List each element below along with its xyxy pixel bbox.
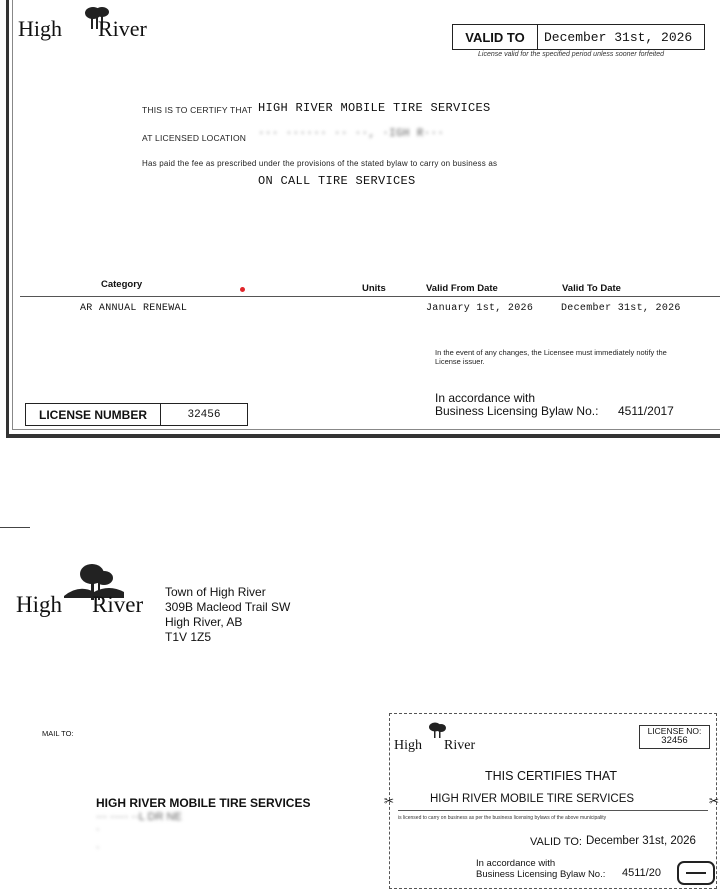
accordance-line-2: Business Licensing Bylaw No.:	[435, 404, 599, 418]
logo-word-river: River	[444, 738, 476, 753]
license-number-box	[25, 403, 248, 426]
card-license-label: LICENSE NO:	[647, 726, 702, 736]
card-rule	[398, 810, 708, 811]
recipient-address-line: ·	[96, 824, 100, 835]
column-header-valid-from: Valid From Date	[426, 283, 498, 294]
card-logo	[394, 722, 494, 756]
red-dot	[240, 287, 245, 292]
location-label: AT LICENSED LOCATION	[142, 133, 247, 143]
card-valid-to-label: VALID TO:	[530, 836, 582, 848]
column-header-units: Units	[362, 283, 386, 294]
card-certifies: THIS CERTIFIES THAT	[485, 769, 617, 783]
logo-word-river: River	[98, 16, 147, 41]
high-river-logo	[18, 6, 168, 42]
table-rule	[20, 296, 720, 297]
validity-note: License valid for the specified period unless sooner forfeited	[478, 51, 664, 58]
frame-border	[6, 0, 9, 438]
frame-border	[12, 0, 13, 430]
certify-label: THIS IS TO CERTIFY THAT	[142, 105, 253, 115]
return-address	[165, 585, 290, 645]
license-number-label: LICENSE NUMBER	[26, 404, 161, 425]
card-bylaw-number: 4511/20	[622, 867, 661, 879]
valid-to-box	[452, 24, 705, 50]
scissors-mark: ✂	[709, 794, 720, 808]
bylaw-number: 4511/2017	[618, 404, 674, 418]
return-address-line: High River, AB	[165, 615, 243, 629]
change-notice: In the event of any changes, the Licensee must immediately notify the License issuer.	[435, 348, 667, 366]
license-number-value: 32456	[187, 408, 221, 421]
column-header-valid-to: Valid To Date	[562, 283, 621, 294]
scissors-mark: ✂	[384, 794, 395, 808]
mail-to-label: MAIL TO:	[42, 729, 74, 738]
frame-border	[6, 434, 720, 438]
license-document	[0, 0, 720, 440]
card-accordance-line-1: In accordance with	[476, 858, 556, 869]
card-license-box	[639, 725, 710, 749]
accordance-line-1: In accordance with	[435, 391, 536, 405]
card-license-value: 32456	[661, 735, 688, 746]
logo-word-high: High	[18, 16, 62, 41]
valid-to-value: December 31st, 2026	[544, 29, 693, 45]
gallery-overlay-icon[interactable]	[676, 860, 716, 886]
fold-mark	[0, 527, 30, 528]
valid-to-label: VALID TO	[453, 25, 538, 49]
logo-word-high: High	[394, 738, 422, 753]
card-business-name: HIGH RIVER MOBILE TIRE SERVICES	[430, 793, 635, 805]
business-name: HIGH RIVER MOBILE TIRE SERVICES	[258, 101, 491, 115]
business-type: ON CALL TIRE SERVICES	[258, 174, 416, 188]
fee-text: Has paid the fee as prescribed under the provisions of the stated bylaw to carry on business as	[142, 159, 498, 168]
logo-word-high: High	[16, 592, 62, 617]
card-valid-to-value: December 31st, 2026	[586, 835, 696, 847]
recipient-name: HIGH RIVER MOBILE TIRE SERVICES	[96, 796, 311, 810]
logo-word-river: River	[92, 592, 144, 617]
mailer-logo	[16, 562, 166, 622]
column-header-category: Category	[101, 279, 143, 290]
tree-icon	[426, 722, 448, 738]
location-value: ··· ······ ·· ··, ·IGH R···	[258, 128, 445, 140]
recipient-address-line: ·	[96, 842, 100, 853]
row-valid-to: December 31st, 2026	[561, 303, 681, 314]
row-valid-from: January 1st, 2026	[426, 303, 534, 314]
return-address-name: Town of High River	[165, 585, 266, 599]
recipient-address-line: ··· ····· ··L DR NE	[96, 811, 182, 823]
return-address-line: 309B Macleod Trail SW	[165, 600, 291, 614]
row-category: AR ANNUAL RENEWAL	[80, 303, 188, 314]
card-fine-print: is licensed to carry on business as per the business licensing bylaws of the above municipality	[398, 815, 607, 821]
frame-border	[12, 429, 720, 430]
card-accordance-line-2: Business Licensing Bylaw No.:	[476, 869, 606, 880]
return-address-line: T1V 1Z5	[165, 630, 212, 644]
